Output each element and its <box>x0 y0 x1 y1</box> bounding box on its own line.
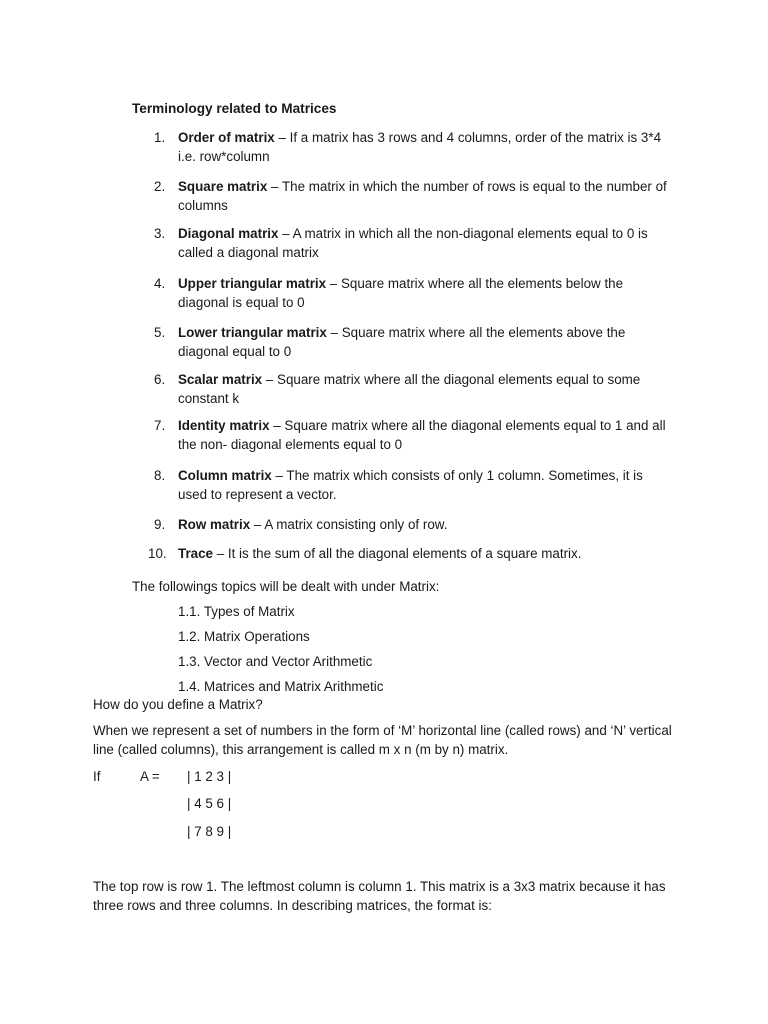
topic-item: 1.4. Matrices and Matrix Arithmetic <box>178 679 384 694</box>
term-name: Square matrix <box>178 179 268 194</box>
matrix-row: | 7 8 9 | <box>187 824 232 839</box>
topic-item: 1.3. Vector and Vector Arithmetic <box>178 654 373 669</box>
term-lower-triangular-matrix <box>132 323 672 370</box>
topics-intro: The followings topics will be dealt with under Matrix: <box>132 579 440 594</box>
term-name: Diagonal matrix <box>178 226 279 241</box>
term-number: 9. <box>154 517 166 532</box>
term-square-matrix <box>132 177 672 224</box>
term-number: 7. <box>154 418 166 433</box>
term-number: 8. <box>154 468 166 483</box>
term-name: Row matrix <box>178 517 251 532</box>
term-number: 2. <box>154 179 166 194</box>
topic-item: 1.2. Matrix Operations <box>178 629 310 644</box>
term-number: 4. <box>154 276 166 291</box>
term-upper-triangular-matrix <box>132 274 672 323</box>
term-description: – The matrix which consists of only 1 column. Sometimes, it is used to represent a vector. <box>178 468 643 502</box>
term-description: – The matrix in which the number of rows is equal to the number of columns <box>178 179 667 213</box>
term-row-matrix <box>132 515 672 544</box>
define-question: How do you define a Matrix? <box>93 697 263 712</box>
term-name: Scalar matrix <box>178 372 263 387</box>
term-description: – If a matrix has 3 rows and 4 columns, order of the matrix is 3*4 i.e. row*column <box>178 130 662 164</box>
term-description: – Square matrix where all the elements below the diagonal is equal to 0 <box>178 276 624 310</box>
topics-list <box>178 602 383 702</box>
term-description: – A matrix in which all the non-diagonal elements equal to 0 is called a diagonal matrix <box>178 226 648 260</box>
term-column-matrix <box>132 466 672 515</box>
matrix-a-label: A = <box>140 769 160 784</box>
term-order-of-matrix <box>132 128 672 177</box>
term-scalar-matrix <box>132 370 672 416</box>
matrix-row: | 1 2 3 | <box>187 769 232 784</box>
term-description: – It is the sum of all the diagonal elements of a square matrix. <box>213 546 582 561</box>
term-name: Column matrix <box>178 468 272 483</box>
term-description: – Square matrix where all the diagonal elements equal to some constant k <box>178 372 641 406</box>
terminology-list <box>132 128 672 568</box>
term-number: 6. <box>154 372 166 387</box>
term-identity-matrix <box>132 416 672 466</box>
term-number: 10. <box>148 546 167 561</box>
closing-paragraph: The top row is row 1. The leftmost column is column 1. This matrix is a 3x3 matrix because it has three rows and three columns. In describing matrices, the format is: <box>93 879 666 913</box>
term-description: – Square matrix where all the diagonal elements equal to 1 and all the non- diagonal elements equal to 0 <box>178 418 666 452</box>
term-diagonal-matrix <box>132 224 672 274</box>
term-description: – Square matrix where all the elements above the diagonal equal to 0 <box>178 325 626 359</box>
matrix-row: | 4 5 6 | <box>187 796 232 811</box>
matrix-if-label: If <box>93 769 101 784</box>
term-number: 1. <box>154 130 166 145</box>
term-trace <box>132 544 672 568</box>
term-name: Order of matrix <box>178 130 275 145</box>
term-number: 5. <box>154 325 166 340</box>
term-description: – A matrix consisting only of row. <box>250 517 448 532</box>
term-name: Lower triangular matrix <box>178 325 327 340</box>
topic-item: 1.1. Types of Matrix <box>178 604 295 619</box>
define-answer: When we represent a set of numbers in the form of ‘M’ horizontal line (called rows) and ‘N’ vertical line (called columns), this arrangement is called m x n (m by n) matrix. <box>93 723 672 757</box>
term-name: Upper triangular matrix <box>178 276 327 291</box>
term-number: 3. <box>154 226 166 241</box>
term-name: Identity matrix <box>178 418 270 433</box>
term-name: Trace <box>178 546 213 561</box>
section-heading: Terminology related to Matrices <box>132 101 337 116</box>
